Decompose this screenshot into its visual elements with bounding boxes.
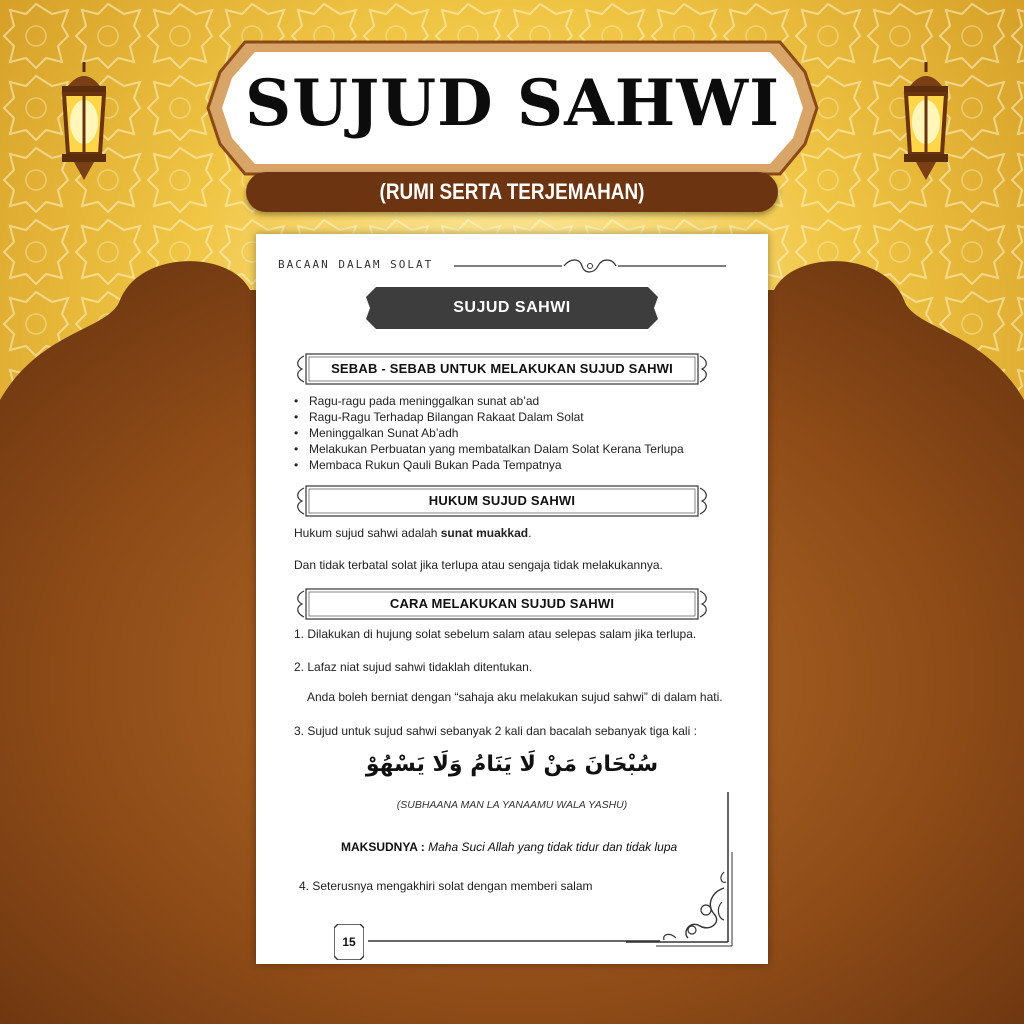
- list-item: • Ragu-Ragu Terhadap Bilangan Rakaat Dalam Solat: [294, 409, 684, 425]
- cara-step-4: 4. Seterusnya mengakhiri solat dengan memberi salam: [299, 879, 593, 893]
- section-heading-sebab: SEBAB - SEBAB UNTUK MELAKUKAN SUJUD SAHWI: [331, 361, 673, 376]
- sebab-list: [294, 393, 684, 473]
- list-item: • Membaca Rukun Qauli Bukan Pada Tempatnya: [294, 457, 684, 473]
- cara-step-2: 2. Lafaz niat sujud sahwi tidaklah ditentukan.: [294, 660, 533, 674]
- list-item: • Meninggalkan Sunat Ab’adh: [294, 425, 684, 441]
- section-heading-cara: CARA MELAKUKAN SUJUD SAHWI: [389, 596, 615, 611]
- lantern-icon: [890, 62, 962, 192]
- hukum-line-1: Hukum sujud sahwi adalah sunat muakkad.: [294, 526, 532, 540]
- footer-rule: [368, 938, 660, 944]
- ornament-divider: [452, 256, 728, 276]
- hukum-line-2: Dan tidak terbatal solat jika terlupa atau sengaja tidak melakukannya.: [294, 558, 663, 572]
- maksud-line: MAKSUDNYA : Maha Suci Allah yang tidak tidur dan tidak lupa: [341, 840, 678, 854]
- rumi-transliteration: (SUBHAANA MAN LA YANAAMU WALA YASHU): [396, 799, 628, 811]
- lantern-icon: [48, 62, 120, 192]
- list-item: • Melakukan Perbuatan yang membatalkan Dalam Solat Kerana Terlupa: [294, 441, 684, 457]
- poster-title: SUJUD SAHWI: [244, 66, 781, 141]
- running-header: BACAAN DALAM SOLAT: [278, 258, 434, 271]
- corner-ornament: [626, 792, 738, 952]
- list-item: • Ragu-ragu pada meninggalkan sunat ab’ad: [294, 393, 684, 409]
- main-heading: SUJUD SAHWI: [453, 299, 571, 316]
- section-heading-hukum: HUKUM SUJUD SAHWI: [428, 493, 576, 508]
- arabic-verse: سُبْحَانَ مَنْ لَا يَنَامُ وَلَا يَسْهُوْ: [365, 752, 659, 777]
- page-number: 15: [342, 935, 356, 949]
- cara-step-3: 3. Sujud untuk sujud sahwi sebanyak 2 kali dan bacalah sebanyak tiga kali :: [294, 724, 697, 738]
- poster-subtitle: (RUMI SERTA TERJEMAHAN): [379, 179, 645, 204]
- cara-step-1: 1. Dilakukan di hujung solat sebelum salam atau selepas salam jika terlupa.: [294, 627, 697, 641]
- cara-step-2-note: Anda boleh berniat dengan “sahaja aku melakukan sujud sahwi” di dalam hati.: [307, 690, 723, 704]
